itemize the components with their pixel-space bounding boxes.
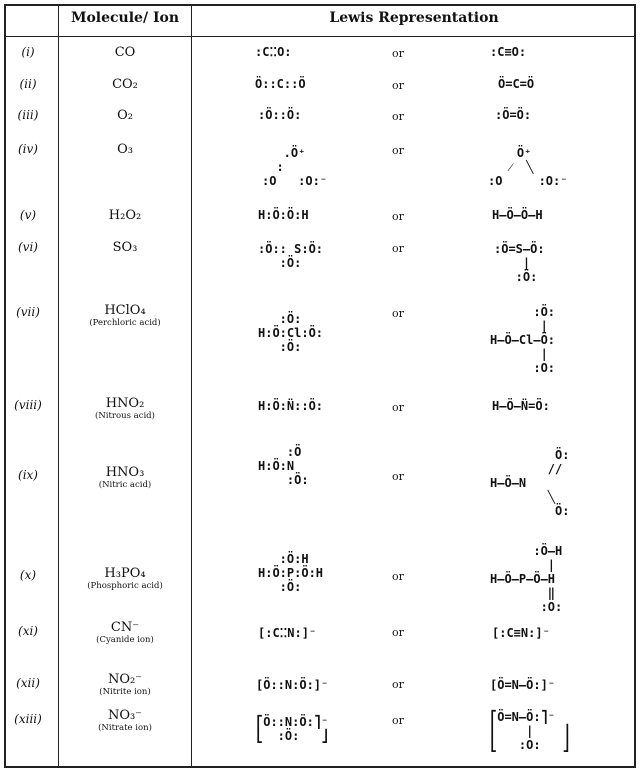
molecule-name: (Nitrate ion) [98, 723, 152, 733]
lewis-line-structure: [:C≡N:]⁻ [492, 626, 550, 640]
row-number: (ii) [19, 77, 37, 91]
or-label: or [392, 678, 404, 691]
row-number: (ix) [18, 468, 38, 482]
molecule-formula: H₃PO₄ (Phosphoric acid) [62, 566, 188, 591]
or-label: or [392, 110, 404, 123]
molecule-formula: O₂ [117, 108, 133, 123]
lewis-dot-structure: :Ö H:Ö:N :Ö: [258, 445, 309, 487]
lewis-line-structure: :Ö—H | H—Ö—P—Ö—H ‖ :O: [490, 544, 563, 614]
molecule-name: (Cyanide ion) [96, 635, 154, 645]
lewis-dot-structure: :Ö:H H:Ö:P:Ö:H :Ö: [258, 552, 324, 594]
molecule-formula: HClO₄ (Perchloric acid) [62, 303, 188, 328]
or-label: or [392, 242, 404, 255]
row-number: (v) [19, 208, 37, 222]
lewis-dot-structure: :Ö::Ö: [258, 108, 302, 122]
row-number: (vii) [16, 305, 40, 319]
column-divider [191, 4, 192, 768]
lewis-line-structure: Ö⁺ ⁄ ╲ :O :O:⁻ [488, 146, 568, 188]
or-label: or [392, 401, 404, 414]
or-label: or [392, 210, 404, 223]
lewis-line-structure: :Ö=S—Ö: | :Ö: [494, 242, 545, 284]
row-number: (x) [19, 568, 37, 582]
lewis-dot-structure: Ö::C::Ö [255, 77, 306, 91]
lewis-dot-structure: :C⁚⁚O: [255, 45, 292, 59]
lewis-dot-structure: [:C⁚⁚N:]⁻ [258, 626, 317, 640]
lewis-line-structure: :Ö: | H—Ö—Cl—Ö: | :O: [490, 305, 556, 375]
or-label: or [392, 307, 404, 320]
or-label: or [392, 470, 404, 483]
molecule-name: (Nitric acid) [98, 480, 152, 490]
row-number: (xii) [16, 676, 40, 690]
molecule-name: (Nitrous acid) [95, 411, 155, 421]
molecule-formula: SO₃ [112, 240, 138, 255]
molecule-formula: H₂O₂ [108, 208, 142, 223]
molecule-formula: HNO₃ (Nitric acid) [62, 465, 188, 490]
lewis-line-structure: Ö: // H—Ö—N ╲ Ö: [490, 448, 570, 518]
lewis-dot-structure: ⎡Ö::N:Ö:⎤⁻ ⎣ :Ö: ⎦ [256, 715, 329, 743]
lewis-line-structure: Ö=C=Ö [498, 77, 535, 91]
row-number: (viii) [14, 398, 42, 412]
row-number: (vi) [18, 240, 38, 254]
molecule-formula: CO₂ [112, 77, 138, 92]
row-number: (iv) [18, 142, 38, 156]
or-label: or [392, 570, 404, 583]
or-label: or [392, 714, 404, 727]
row-number: (xiii) [14, 712, 42, 726]
molecule-name: (Phosphoric acid) [87, 581, 163, 591]
or-label: or [392, 144, 404, 157]
row-number: (xi) [18, 624, 38, 638]
lewis-dot-structure: H:Ö:Ö:H [258, 208, 309, 222]
lewis-dot-structure: :Ö:: S:Ö: :Ö: [258, 242, 324, 270]
molecule-column-header: Molecule/ Ion [70, 10, 180, 26]
molecule-formula: NO₃⁻ (Nitrate ion) [62, 708, 188, 733]
molecule-formula: CO [114, 45, 136, 60]
lewis-dot-structure: .Ö⁺ : :O :O:⁻ [262, 146, 328, 188]
molecule-name: (Perchloric acid) [89, 318, 161, 328]
lewis-line-structure: H—Ö—Ö—H [492, 208, 543, 222]
or-label: or [392, 47, 404, 60]
lewis-column-header: Lewis Representation [329, 10, 499, 26]
column-divider [58, 4, 59, 768]
lewis-line-structure: :C≡O: [490, 45, 527, 59]
molecule-name: (Nitrite ion) [99, 687, 151, 697]
lewis-line-structure: :Ö=Ö: [495, 108, 532, 122]
lewis-dot-structure: :Ö: H:Ö:Cl:Ö: :Ö: [258, 312, 324, 354]
or-label: or [392, 626, 404, 639]
row-number: (iii) [17, 108, 39, 122]
molecule-formula: NO₂⁻ (Nitrite ion) [62, 672, 188, 697]
molecule-formula: CN⁻ (Cyanide ion) [62, 620, 188, 645]
lewis-line-structure: [Ö=N—Ö:]⁻ [490, 678, 556, 692]
lewis-line-structure: H—Ö—N̈=Ö: [492, 399, 550, 413]
lewis-dot-structure: H:Ö:N̈::Ö: [258, 399, 324, 413]
molecule-formula: O₃ [117, 142, 133, 157]
or-label: or [392, 79, 404, 92]
header-divider [4, 36, 636, 37]
row-number: (i) [21, 45, 35, 59]
lewis-line-structure: ⎡Ö=N—Ö:⎤⁻ ⎢ | ⎥ ⎣ :O: ⎦ [490, 710, 570, 752]
lewis-dot-structure: [Ö::N:Ö:]⁻ [256, 678, 329, 692]
molecule-formula: HNO₂ (Nitrous acid) [62, 396, 188, 421]
